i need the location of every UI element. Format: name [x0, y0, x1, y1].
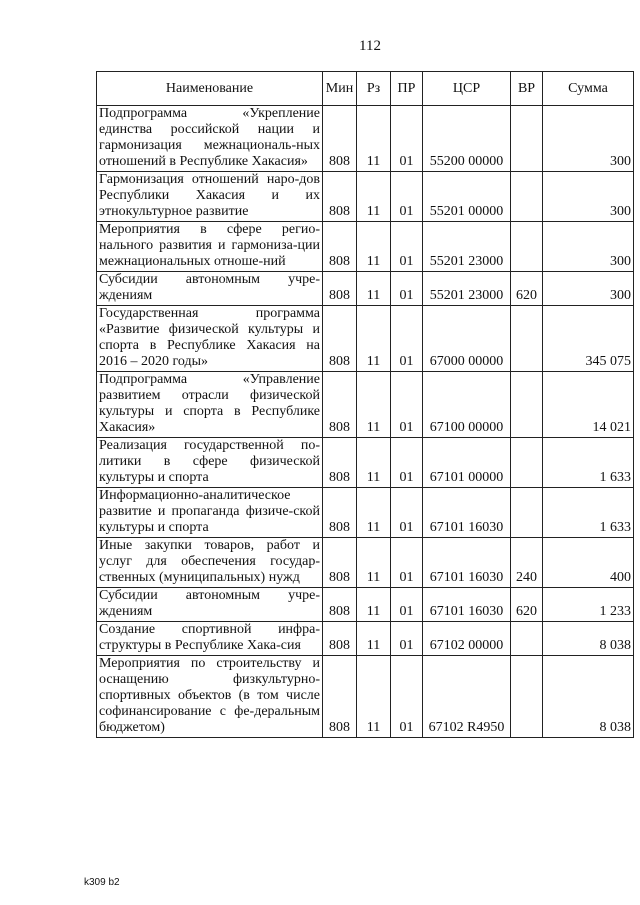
cell-vr: [511, 622, 543, 656]
cell-vr: [511, 656, 543, 738]
table-row: [97, 588, 634, 622]
header-name: Наименование: [97, 72, 323, 106]
cell-min: 808: [323, 438, 357, 488]
cell-min: 808: [323, 372, 357, 438]
cell-csr: 55201 00000: [423, 172, 511, 222]
table-body: [97, 106, 634, 738]
cell-sum: 1 633: [543, 488, 634, 538]
page-number: 112: [359, 38, 381, 54]
header-vr: ВР: [511, 72, 543, 106]
cell-min: 808: [323, 622, 357, 656]
cell-min: 808: [323, 106, 357, 172]
cell-csr: 67101 16030: [423, 488, 511, 538]
cell-csr: 67101 16030: [423, 538, 511, 588]
cell-min: 808: [323, 488, 357, 538]
cell-sum: 345 075: [543, 306, 634, 372]
cell-sum: 400: [543, 538, 634, 588]
cell-csr: 67100 00000: [423, 372, 511, 438]
cell-rz: 11: [357, 656, 391, 738]
cell-name: Субсидии автономным учре-ждениям: [97, 588, 323, 622]
cell-rz: 11: [357, 306, 391, 372]
cell-name: Информационно-аналитическое развитие и пропаганда физиче-ской культуры и спорта: [97, 488, 323, 538]
table-row: [97, 106, 634, 172]
cell-min: 808: [323, 588, 357, 622]
cell-csr: 67102 R4950: [423, 656, 511, 738]
cell-sum: 1 633: [543, 438, 634, 488]
cell-pr: 01: [391, 538, 423, 588]
table-row: [97, 622, 634, 656]
table-row: [97, 306, 634, 372]
table-row: [97, 222, 634, 272]
cell-rz: 11: [357, 222, 391, 272]
cell-min: 808: [323, 172, 357, 222]
cell-csr: 55200 00000: [423, 106, 511, 172]
cell-rz: 11: [357, 538, 391, 588]
table-row: [97, 372, 634, 438]
cell-csr: 67101 16030: [423, 588, 511, 622]
cell-pr: 01: [391, 222, 423, 272]
cell-sum: 1 233: [543, 588, 634, 622]
cell-rz: 11: [357, 438, 391, 488]
cell-sum: 300: [543, 222, 634, 272]
cell-rz: 11: [357, 488, 391, 538]
cell-name: Гармонизация отношений наро-дов Республики Хакасия и их этнокультурное развитие: [97, 172, 323, 222]
cell-sum: 300: [543, 106, 634, 172]
table-row: [97, 438, 634, 488]
table-row: [97, 172, 634, 222]
cell-pr: 01: [391, 172, 423, 222]
cell-min: 808: [323, 656, 357, 738]
table-row: [97, 656, 634, 738]
cell-csr: 67101 00000: [423, 438, 511, 488]
cell-sum: 300: [543, 172, 634, 222]
cell-pr: 01: [391, 306, 423, 372]
header-rz: Рз: [357, 72, 391, 106]
cell-csr: 55201 23000: [423, 222, 511, 272]
cell-min: 808: [323, 306, 357, 372]
cell-vr: [511, 306, 543, 372]
cell-name: Государственная программа «Развитие физической культуры и спорта в Республике Хакасия на 2016 – 2020 годы»: [97, 306, 323, 372]
cell-vr: [511, 106, 543, 172]
header-sum: Сумма: [543, 72, 634, 106]
cell-rz: 11: [357, 622, 391, 656]
cell-sum: 300: [543, 272, 634, 306]
cell-rz: 11: [357, 106, 391, 172]
cell-csr: 67102 00000: [423, 622, 511, 656]
cell-csr: 55201 23000: [423, 272, 511, 306]
cell-name: Мероприятия в сфере регио-нального развития и гармониза-ции межнациональных отноше-ний: [97, 222, 323, 272]
cell-vr: [511, 438, 543, 488]
cell-pr: 01: [391, 106, 423, 172]
cell-sum: 14 021: [543, 372, 634, 438]
cell-vr: [511, 488, 543, 538]
cell-vr: 620: [511, 272, 543, 306]
cell-pr: 01: [391, 656, 423, 738]
cell-min: 808: [323, 222, 357, 272]
cell-min: 808: [323, 538, 357, 588]
cell-pr: 01: [391, 588, 423, 622]
table-row: [97, 272, 634, 306]
cell-sum: 8 038: [543, 656, 634, 738]
cell-vr: 620: [511, 588, 543, 622]
cell-vr: 240: [511, 538, 543, 588]
header-min: Мин: [323, 72, 357, 106]
header-pr: ПР: [391, 72, 423, 106]
table-header-row: [97, 72, 634, 106]
cell-min: 808: [323, 272, 357, 306]
cell-vr: [511, 222, 543, 272]
cell-csr: 67000 00000: [423, 306, 511, 372]
footer-code: k309 b2: [84, 877, 120, 888]
cell-vr: [511, 172, 543, 222]
cell-rz: 11: [357, 588, 391, 622]
cell-name: Создание спортивной инфра-структуры в Республике Хака-сия: [97, 622, 323, 656]
cell-name: Реализация государственной по-литики в сфере физической культуры и спорта: [97, 438, 323, 488]
cell-name: Подпрограмма «Управление развитием отрасли физической культуры и спорта в Республике Хакасия»: [97, 372, 323, 438]
cell-name: Иные закупки товаров, работ и услуг для обеспечения государ-ственных (муниципальных) нужд: [97, 538, 323, 588]
table-row: [97, 538, 634, 588]
cell-name: Мероприятия по строительству и оснащению физкультурно-спортивных объектов (в том числе софинансирование с фе-деральным бюджетом): [97, 656, 323, 738]
budget-table: [96, 71, 634, 738]
cell-pr: 01: [391, 622, 423, 656]
cell-sum: 8 038: [543, 622, 634, 656]
table-row: [97, 488, 634, 538]
header-csr: ЦСР: [423, 72, 511, 106]
cell-name: Субсидии автономным учре-ждениям: [97, 272, 323, 306]
cell-pr: 01: [391, 272, 423, 306]
cell-vr: [511, 372, 543, 438]
cell-pr: 01: [391, 438, 423, 488]
cell-name: Подпрограмма «Укрепление единства российской нации и гармонизация межнациональ-ных отношений в Республике Хакасия»: [97, 106, 323, 172]
cell-rz: 11: [357, 372, 391, 438]
cell-rz: 11: [357, 272, 391, 306]
cell-rz: 11: [357, 172, 391, 222]
cell-pr: 01: [391, 372, 423, 438]
cell-pr: 01: [391, 488, 423, 538]
